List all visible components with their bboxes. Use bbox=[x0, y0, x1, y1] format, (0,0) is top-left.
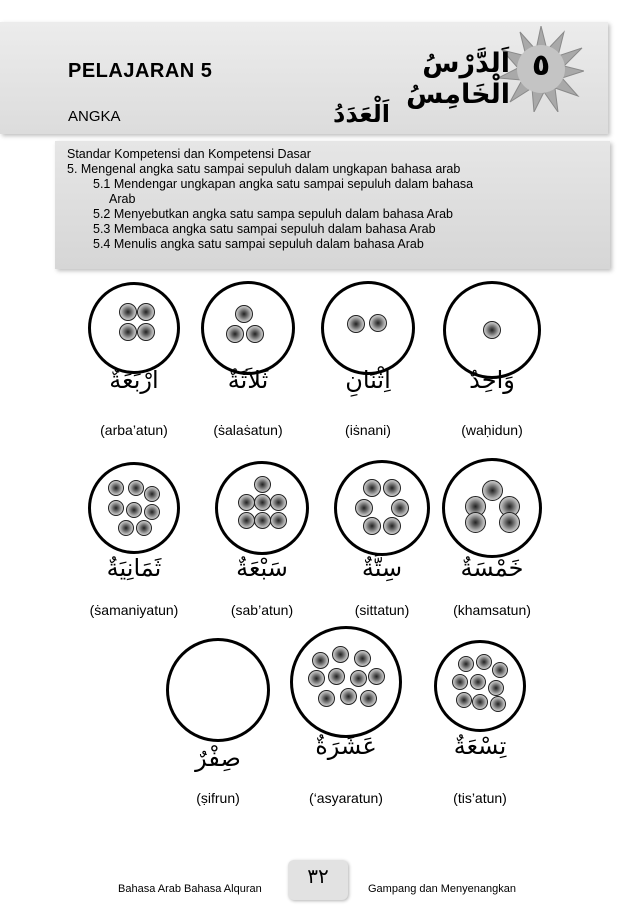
competency-5-2: 5.2 Menyebutkan angka satu sampa sepuluh dalam bahasa Arab bbox=[93, 207, 453, 221]
competency-5-1-cont: Arab bbox=[109, 192, 136, 206]
counting-dot bbox=[452, 674, 468, 690]
counting-dot bbox=[318, 690, 335, 707]
counting-dot bbox=[118, 520, 134, 536]
lesson-title: PELAJARAN 5 bbox=[68, 60, 213, 82]
counting-dot bbox=[226, 325, 244, 343]
counting-dot bbox=[332, 646, 349, 663]
counting-dot bbox=[383, 479, 401, 497]
counting-dot bbox=[137, 303, 155, 321]
latin-transliteration: (khamsatun) bbox=[453, 602, 531, 618]
counting-dot bbox=[483, 321, 501, 339]
counting-dot bbox=[355, 499, 373, 517]
counting-dot bbox=[108, 480, 124, 496]
counting-dot bbox=[128, 480, 144, 496]
latin-transliteration: (‘asyaratun) bbox=[309, 790, 383, 806]
page-number: ٣٢ bbox=[288, 860, 348, 900]
counting-dot bbox=[350, 670, 367, 687]
counting-dot bbox=[499, 512, 520, 533]
counting-dot bbox=[254, 494, 271, 511]
arabic-number-word: صِفْرٌ bbox=[195, 744, 241, 772]
competency-5-3: 5.3 Membaca angka satu sampai sepuluh dalam bahasa Arab bbox=[93, 222, 436, 236]
counting-dot bbox=[458, 656, 474, 672]
number-circle-0 bbox=[166, 638, 270, 742]
counting-dot bbox=[490, 696, 506, 712]
counting-dot bbox=[368, 668, 385, 685]
counting-dot bbox=[312, 652, 329, 669]
counting-dot bbox=[465, 512, 486, 533]
counting-dot bbox=[340, 688, 357, 705]
latin-transliteration: (ṣifrun) bbox=[196, 790, 240, 806]
counting-dot bbox=[308, 670, 325, 687]
counting-dot bbox=[254, 476, 271, 493]
arabic-number-word: ثَمَانِيَةٌ bbox=[106, 554, 162, 582]
counting-dot bbox=[144, 504, 160, 520]
arabic-lesson-subtitle: اَلْعَدَدُ bbox=[333, 100, 390, 128]
counting-dot bbox=[137, 323, 155, 341]
counting-dot bbox=[354, 650, 371, 667]
counting-dot bbox=[492, 662, 508, 678]
number-circle-10 bbox=[290, 626, 402, 738]
counting-dot bbox=[488, 680, 504, 696]
number-circle-2 bbox=[321, 281, 415, 375]
counting-dot bbox=[456, 692, 472, 708]
competency-box bbox=[55, 141, 610, 269]
arabic-number-word: عَشَرَةٌ bbox=[315, 732, 377, 760]
latin-transliteration: (ṡalaṡatun) bbox=[213, 422, 283, 438]
footer-left-text: Bahasa Arab Bahasa Alquran bbox=[118, 883, 262, 895]
arabic-number-word: خَمْسَةٌ bbox=[460, 554, 524, 582]
counting-dot bbox=[119, 303, 137, 321]
counting-dot bbox=[238, 494, 255, 511]
counting-dot bbox=[476, 654, 492, 670]
latin-transliteration: (tis’atun) bbox=[453, 790, 507, 806]
latin-transliteration: (sab’atun) bbox=[230, 602, 294, 618]
counting-dot bbox=[363, 479, 381, 497]
latin-transliteration: (sittatun) bbox=[354, 602, 410, 618]
counting-dot bbox=[383, 517, 401, 535]
arabic-number-word: اَرْبَعَةٌ bbox=[109, 366, 159, 394]
arabic-number-word: تِسْعَةٌ bbox=[453, 732, 507, 760]
counting-dot bbox=[144, 486, 160, 502]
counting-dot bbox=[328, 668, 345, 685]
number-circle-5 bbox=[442, 458, 542, 558]
footer-right-text: Gampang dan Menyenangkan bbox=[368, 883, 516, 895]
arabic-number-word: اِثْنَانِ bbox=[345, 366, 391, 394]
counting-dot bbox=[126, 502, 142, 518]
counting-dot bbox=[119, 323, 137, 341]
counting-dot bbox=[136, 520, 152, 536]
latin-transliteration: (ṡamaniyatun) bbox=[89, 602, 179, 618]
counting-dot bbox=[482, 480, 503, 501]
counting-dot bbox=[235, 305, 253, 323]
counting-dot bbox=[108, 500, 124, 516]
counting-dot bbox=[363, 517, 381, 535]
competency-item-5: 5. Mengenal angka satu sampai sepuluh dalam ungkapan bahasa arab bbox=[67, 162, 461, 176]
lesson-subtitle: ANGKA bbox=[68, 108, 121, 125]
counting-dot bbox=[238, 512, 255, 529]
counting-dot bbox=[369, 314, 387, 332]
counting-dot bbox=[391, 499, 409, 517]
competency-5-4: 5.4 Menulis angka satu sampai sepuluh dalam bahasa Arab bbox=[93, 237, 424, 251]
counting-dot bbox=[270, 494, 287, 511]
arabic-number-word: سِتَّةٌ bbox=[361, 554, 403, 582]
competency-heading: Standar Kompetensi dan Kompetensi Dasar bbox=[67, 147, 311, 161]
arabic-number-word: سَبْعَةٌ bbox=[236, 554, 288, 582]
counting-dot bbox=[254, 512, 271, 529]
counting-dot bbox=[246, 325, 264, 343]
arabic-number-word: ثَلاَثَةٌ bbox=[227, 366, 269, 394]
competency-5-1: 5.1 Mendengar ungkapan angka satu sampai sepuluh dalam bahasa bbox=[93, 177, 474, 191]
counting-dot bbox=[347, 315, 365, 333]
counting-dot bbox=[360, 690, 377, 707]
number-circle-6 bbox=[334, 460, 430, 556]
counting-dot bbox=[470, 674, 486, 690]
arabic-lesson-title: اَلدَّرْسُ الْخَامِسُ bbox=[406, 48, 510, 110]
latin-transliteration: (iṡnani) bbox=[345, 422, 391, 438]
latin-transliteration: (waḥidun) bbox=[461, 422, 523, 438]
counting-dot bbox=[270, 512, 287, 529]
counting-dot bbox=[472, 694, 488, 710]
arabic-number-word: وَاحِدٌ bbox=[469, 366, 515, 394]
lesson-number-badge: ٥ bbox=[531, 48, 551, 83]
latin-transliteration: (arba’atun) bbox=[100, 422, 168, 438]
